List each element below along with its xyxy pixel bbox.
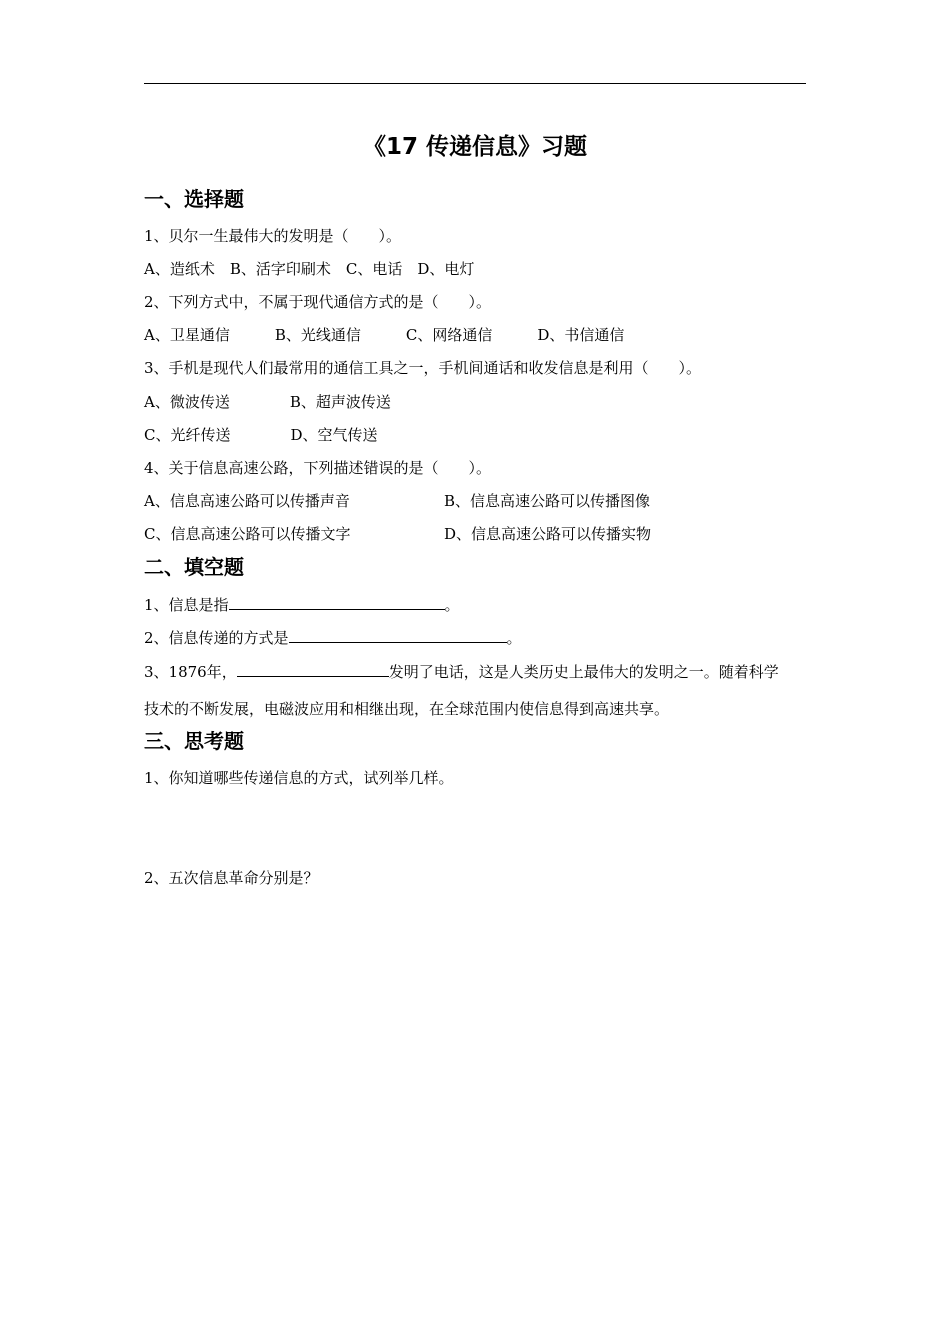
fill-3-continuation: 技术的不断发展，电磁波应用和相继出现，在全球范围内使信息得到高速共享。 (144, 700, 670, 718)
section-heading-choice: 一、选择题 (144, 187, 244, 211)
question-4-option-d: D、信息高速公路可以传播实物 (444, 525, 652, 543)
fill-2 (144, 626, 522, 649)
fill-2-suffix: 。 (506, 629, 522, 647)
header-rule (144, 83, 806, 84)
fill-3-blank[interactable] (237, 660, 389, 677)
fill-2-blank[interactable] (289, 626, 507, 643)
fill-2-prefix: 2、信息传递的方式是 (144, 629, 289, 647)
fill-1-suffix: 。 (444, 596, 460, 614)
section-heading-fill: 二、填空题 (144, 555, 244, 579)
question-2-options: A、卫星通信 B、光线通信 C、网络通信 D、书信通信 (144, 326, 625, 344)
page-title: 《17 传递信息》习题 (362, 134, 587, 160)
fill-1-blank[interactable] (229, 593, 445, 610)
question-4-option-b: B、信息高速公路可以传播图像 (444, 492, 651, 510)
question-4: 4、关于信息高速公路，下列描述错误的是（ ）。 (144, 459, 492, 477)
fill-3-suffix: 发明了电话，这是人类历史上最伟大的发明之一。随着科学 (388, 663, 779, 681)
question-1-options: A、造纸术 B、活字印刷术 C、电话 D、电灯 (144, 260, 475, 278)
fill-3 (144, 660, 779, 683)
question-1: 1、贝尔一生最伟大的发明是（ ）。 (144, 227, 402, 245)
question-3: 3、手机是现代人们最常用的通信工具之一，手机间通话和收发信息是利用（ ）。 (144, 359, 702, 377)
fill-1-prefix: 1、信息是指 (144, 596, 229, 614)
question-3-options-cd: C、光纤传送 D、空气传送 (144, 426, 378, 444)
fill-3-prefix: 3、1876年， (144, 663, 237, 681)
fill-1 (144, 593, 460, 616)
question-4-option-c: C、信息高速公路可以传播文字 (144, 525, 351, 543)
question-4-option-a: A、信息高速公路可以传播声音 (144, 492, 350, 510)
section-heading-thinking: 三、思考题 (144, 729, 244, 753)
thinking-question-2: 2、五次信息革命分别是？ (144, 869, 319, 887)
question-2: 2、下列方式中，不属于现代通信方式的是（ ）。 (144, 293, 492, 311)
thinking-question-1: 1、你知道哪些传递信息的方式，试列举几样。 (144, 769, 454, 787)
question-3-options-ab: A、微波传送 B、超声波传送 (144, 393, 391, 411)
